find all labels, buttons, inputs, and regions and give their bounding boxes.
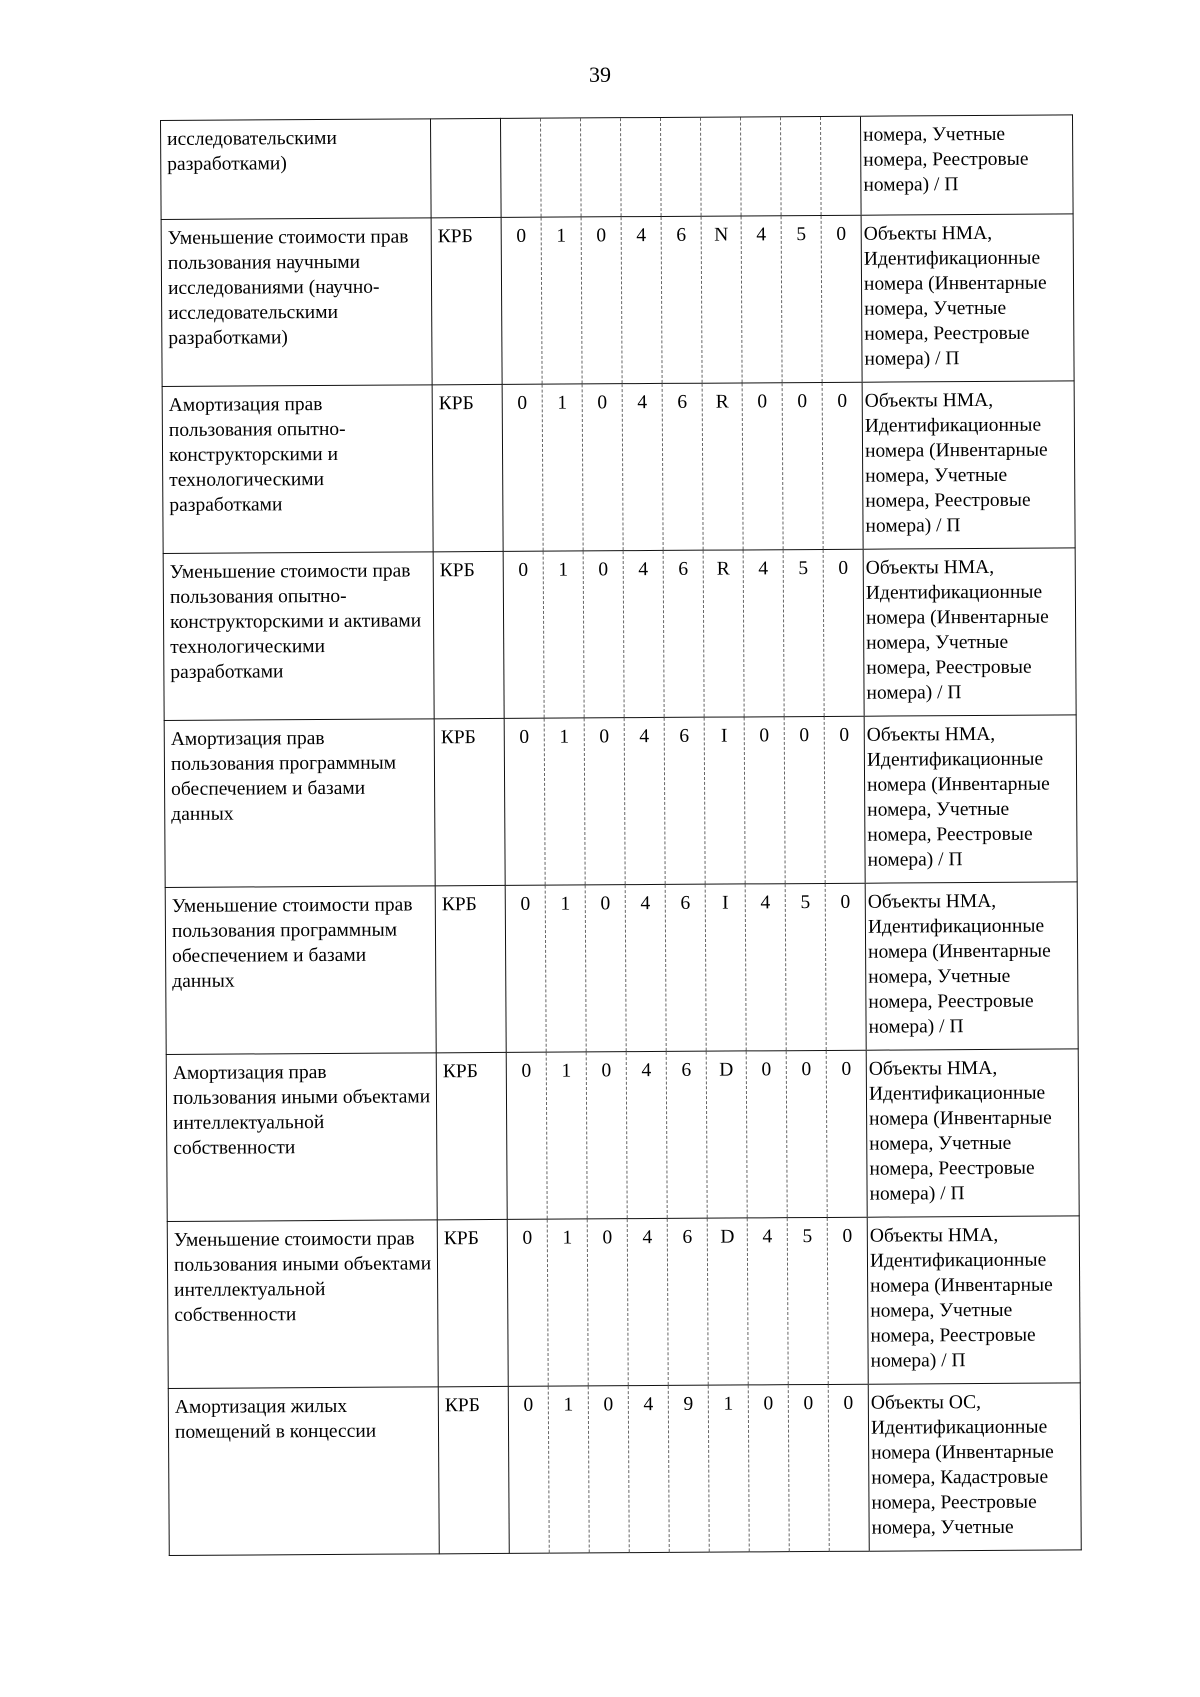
account-code-digit-cell (500, 118, 541, 217)
account-code-digit-cell (540, 118, 581, 217)
account-code-digit-cell (780, 116, 821, 215)
table-row (161, 214, 1074, 387)
account-code-digit-cell: 6 (665, 884, 706, 1051)
account-code-digit-cell: 0 (502, 384, 543, 551)
operation-description-cell: Амортизация прав пользования опытно-конструкторскими и технологическими разработками (162, 385, 433, 554)
account-code-digit-cell: 4 (627, 1218, 668, 1385)
analytics-cell: Объекты ОС, Идентификационные номера (Инвентарные номера, Кадастровые номера, Реестровые номера, Учетные (868, 1383, 1081, 1551)
table-row (162, 381, 1075, 554)
account-code-digit-cell: 0 (582, 384, 623, 551)
analytics-cell: Объекты НМА, Идентификационные номера (Инвентарные номера, Учетные номера, Реестровые номера) / П (864, 715, 1077, 883)
account-code-digit-cell: 4 (747, 1218, 788, 1385)
account-code-digit-cell: 0 (744, 717, 785, 884)
account-code-digit-cell: 0 (827, 1217, 868, 1384)
account-code-digit-cell: 0 (746, 1051, 787, 1218)
account-code-digit-cell: 4 (745, 884, 786, 1051)
accounting-table (160, 114, 1082, 1556)
account-code-digit-cell: 0 (585, 885, 626, 1052)
analytics-cell: Объекты НМА, Идентификационные номера (Инвентарные номера, Учетные номера, Реестровые номера) / П (867, 1216, 1080, 1384)
account-code-digit-cell: R (703, 550, 744, 717)
account-code-digit-cell: 0 (583, 551, 624, 718)
table-row (165, 882, 1078, 1055)
account-code-digit-cell: 4 (625, 884, 666, 1051)
account-code-digit-cell: 0 (581, 217, 622, 384)
account-code-digit-cell: 4 (623, 550, 664, 717)
account-code-digit-cell: 4 (624, 717, 665, 884)
operation-description-cell: исследовательскими разработками) (161, 119, 432, 220)
account-code-digit-cell: 4 (621, 216, 662, 383)
table-row (166, 1049, 1079, 1222)
account-code-digit-cell: 0 (821, 215, 862, 382)
account-code-digit-cell: 1 (541, 217, 582, 384)
account-code-digit-cell: 6 (663, 550, 704, 717)
account-code-digit-cell: 0 (586, 1052, 627, 1219)
account-code-digit-cell: 4 (741, 216, 782, 383)
operation-description-cell: Уменьшение стоимости прав пользования научными исследованиями (научно-исследовательскими разработками) (161, 218, 432, 387)
account-code-digit-cell: 1 (708, 1385, 749, 1552)
account-code-digit-cell (740, 117, 781, 216)
analytics-cell: Объекты НМА, Идентификационные номера (Инвентарные номера, Учетные номера, Реестровые номера) / П (865, 882, 1078, 1050)
page-number: 39 (589, 62, 611, 87)
table-body (161, 115, 1082, 1556)
account-code-digit-cell: 5 (787, 1217, 828, 1384)
financing-source-cell: КРБ (431, 217, 502, 384)
operation-description-cell: Уменьшение стоимости прав пользования программным обеспечением и базами данных (165, 886, 436, 1055)
account-code-digit-cell: 5 (785, 883, 826, 1050)
account-code-digit-cell: 0 (825, 883, 866, 1050)
account-code-digit-cell: 4 (622, 383, 663, 550)
account-code-digit-cell: 0 (748, 1385, 789, 1552)
account-code-digit-cell: 1 (547, 1219, 588, 1386)
account-code-digit-cell (700, 117, 741, 216)
account-code-digit-cell: 6 (667, 1218, 708, 1385)
account-code-digit-cell (620, 117, 661, 216)
account-code-digit-cell: 4 (626, 1051, 667, 1218)
financing-source-cell: КРБ (432, 384, 503, 551)
account-code-digit-cell: R (702, 383, 743, 550)
account-code-digit-cell: 0 (786, 1050, 827, 1217)
operation-description-cell: Уменьшение стоимости прав пользования иными объектами интеллектуальной собственности (167, 1220, 438, 1389)
account-code-digit-cell: 1 (542, 384, 583, 551)
account-code-digit-cell: 0 (824, 716, 865, 883)
analytics-cell: номера, Учетные номера, Реестровые номера) / П (860, 115, 1073, 215)
financing-source-cell: КРБ (436, 1052, 507, 1219)
account-code-digit-cell: 6 (661, 216, 702, 383)
account-code-digit-cell: 0 (506, 1052, 547, 1219)
account-code-digit-cell: 0 (826, 1050, 867, 1217)
account-code-digit-cell: 0 (505, 885, 546, 1052)
account-code-digit-cell: 0 (587, 1219, 628, 1386)
financing-source-cell: КРБ (438, 1386, 509, 1553)
account-code-digit-cell (580, 118, 621, 217)
operation-description-cell: Амортизация жилых помещений в концессии (168, 1387, 439, 1556)
operation-description-cell: Амортизация прав пользования программным обеспечением и базами данных (164, 719, 435, 888)
account-code-digit-cell: 1 (544, 718, 585, 885)
account-code-digit-cell: 0 (784, 716, 825, 883)
account-code-digit-cell: 9 (668, 1385, 709, 1552)
account-code-digit-cell: 0 (507, 1219, 548, 1386)
account-code-digit-cell: 4 (743, 550, 784, 717)
account-code-digit-cell: 0 (588, 1386, 629, 1553)
account-code-digit-cell: I (704, 717, 745, 884)
account-code-digit-cell: 1 (546, 1052, 587, 1219)
account-code-digit-cell (660, 117, 701, 216)
financing-source-cell (430, 118, 501, 217)
account-code-digit-cell: 4 (628, 1385, 669, 1552)
analytics-cell: Объекты НМА, Идентификационные номера (Инвентарные номера, Учетные номера, Реестровые номера) / П (862, 381, 1075, 549)
account-code-digit-cell: 0 (782, 382, 823, 549)
account-code-digit-cell: 1 (543, 551, 584, 718)
account-code-digit-cell: 5 (783, 549, 824, 716)
account-code-digit-cell: 0 (788, 1384, 829, 1551)
financing-source-cell: КРБ (434, 718, 505, 885)
account-code-digit-cell: 0 (742, 383, 783, 550)
account-code-digit-cell: 1 (545, 885, 586, 1052)
operation-description-cell: Амортизация прав пользования иными объектами интеллектуальной собственности (166, 1053, 437, 1222)
analytics-cell: Объекты НМА, Идентификационные номера (Инвентарные номера, Учетные номера, Реестровые номера) / П (861, 214, 1074, 382)
account-code-digit-cell: 6 (664, 717, 705, 884)
account-code-digit-cell: 0 (822, 382, 863, 549)
account-code-digit-cell: 0 (501, 217, 542, 384)
table-row (164, 715, 1077, 888)
account-code-digit-cell: 6 (662, 383, 703, 550)
account-code-digit-cell: 1 (548, 1386, 589, 1553)
table-row (167, 1216, 1080, 1389)
account-code-digit-cell: 0 (504, 718, 545, 885)
table-row (168, 1383, 1081, 1556)
analytics-cell: Объекты НМА, Идентификационные номера (Инвентарные номера, Учетные номера, Реестровые номера) / П (866, 1049, 1079, 1217)
account-code-digit-cell: N (701, 216, 742, 383)
account-code-digit-cell: I (705, 884, 746, 1051)
account-code-digit-cell: 0 (828, 1384, 869, 1551)
financing-source-cell: КРБ (435, 885, 506, 1052)
operation-description-cell: Уменьшение стоимости прав пользования опытно-конструкторскими и активами технологическими разработками (163, 552, 434, 721)
account-code-digit-cell (820, 116, 861, 215)
account-code-digit-cell: 0 (503, 551, 544, 718)
financing-source-cell: КРБ (437, 1219, 508, 1386)
account-code-digit-cell: 5 (781, 215, 822, 382)
account-code-digit-cell: 6 (666, 1051, 707, 1218)
account-code-digit-cell: 0 (823, 549, 864, 716)
table-row (163, 548, 1076, 721)
analytics-cell: Объекты НМА, Идентификационные номера (Инвентарные номера, Учетные номера, Реестровые номера) / П (863, 548, 1076, 716)
table-row (161, 115, 1074, 220)
account-code-digit-cell: 0 (508, 1386, 549, 1553)
account-code-digit-cell: D (706, 1051, 747, 1218)
financing-source-cell: КРБ (433, 551, 504, 718)
account-code-digit-cell: 0 (584, 718, 625, 885)
account-code-digit-cell: D (707, 1218, 748, 1385)
